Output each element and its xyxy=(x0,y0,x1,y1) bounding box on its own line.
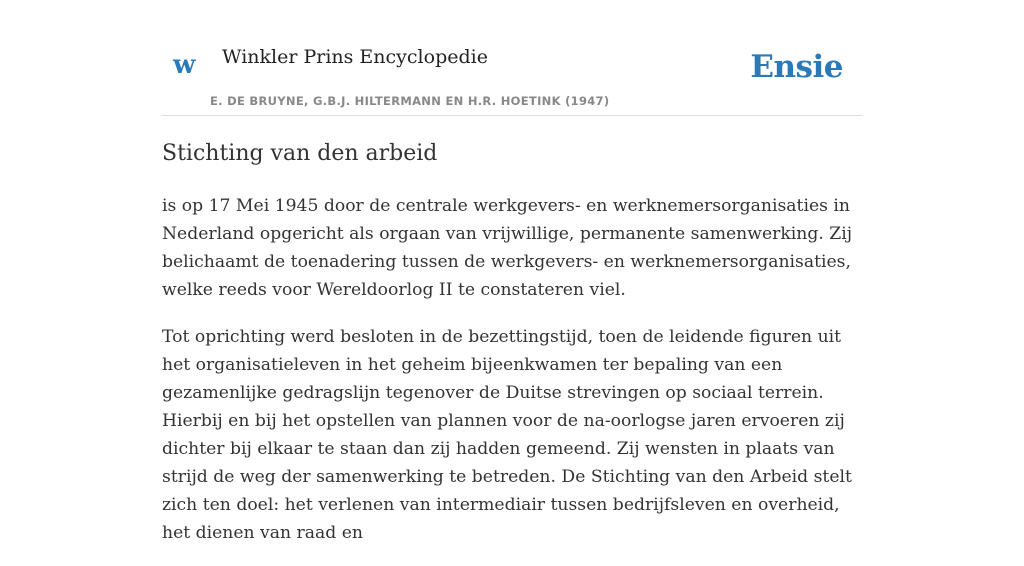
publication-title[interactable]: Winkler Prins Encyclopedie xyxy=(222,46,488,68)
publication-logo[interactable]: w xyxy=(173,50,196,80)
article-title: Stichting van den arbeid xyxy=(162,141,438,166)
publication-header xyxy=(162,0,862,116)
article-paragraph: Tot oprichting werd besloten in de bezettingstijd, toen de leidende figuren uit het organisatieleven in het geheim bijeenkwamen ter bepaling van een gezamenlijke gedragslijn tegenover de Duitse strevingen op sociaal terrein. Hierbij en bij het opstellen van plannen voor de na-oorlogse jaren ervoeren zij dichter bij elkaar te staan dan zij hadden gemeend. Zij wensten in plaats van strijd de weg der samenwerking te betreden. De Stichting van den Arbeid stelt zich ten doel: het verlenen van intermediair tussen bedrijfsleven en overheid, het dienen van raad en xyxy=(162,327,852,543)
article-paragraph: is op 17 Mei 1945 door de centrale werkgevers- en werknemersorganisaties in Nederland opgericht als orgaan van vrijwillige, permanente samenwerking. Zij belichaamt de toenadering tussen de werkgevers- en werknemersorganisaties, welke reeds voor Wereldoorlog II te constateren viel. xyxy=(162,196,853,300)
article-body xyxy=(162,192,862,566)
publication-authors: E. DE BRUYNE, G.B.J. HILTERMANN EN H.R. HOETINK (1947) xyxy=(210,94,610,108)
content-container xyxy=(162,0,862,543)
ensie-brand-logo[interactable]: Ensie xyxy=(750,49,843,85)
